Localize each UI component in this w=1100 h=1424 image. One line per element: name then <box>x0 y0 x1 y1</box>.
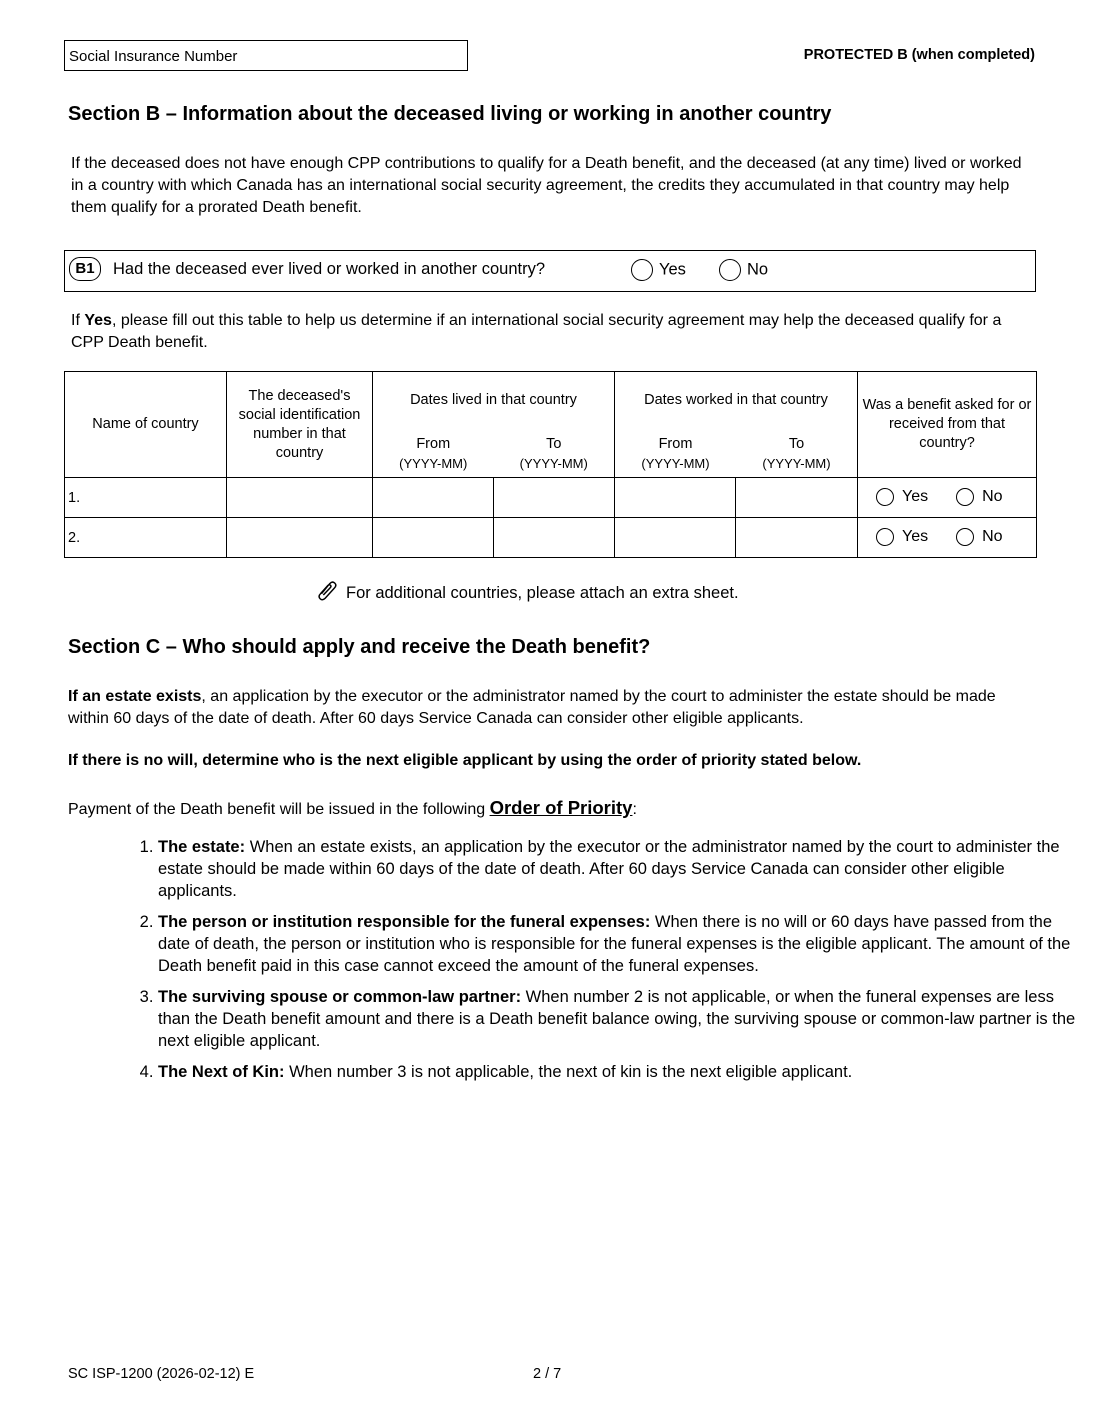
lived-to-cell[interactable] <box>494 518 615 558</box>
b1-no-label: No <box>747 260 769 279</box>
priority-item-text: When an estate exists, an application by the executor or the administrator named by the court to administer the estate should be made within 60 days of the date of death. After 60 days Service Canada can consider other eligible applicants. <box>158 838 1060 900</box>
row-number: 1. <box>65 478 227 518</box>
benefit-cell <box>858 478 1037 518</box>
protected-label: PROTECTED B (when completed) <box>803 47 1035 63</box>
if-yes-rest: , please fill out this table to help us determine if an international social security agreement may help the deceased qualify for a CPP Death benefit. <box>71 312 1002 351</box>
payment-intro <box>68 797 637 821</box>
col-benefit-header: Was a benefit asked for or received from that country? <box>858 372 1037 478</box>
if-yes-bold: Yes <box>84 312 112 329</box>
page-number: 2 / 7 <box>533 1366 562 1382</box>
priority-item-title: The Next of Kin: <box>158 1063 285 1081</box>
lived-from-cell[interactable] <box>373 518 494 558</box>
col-country-header: Name of country <box>65 372 227 478</box>
b1-yes-option[interactable] <box>631 259 686 281</box>
paperclip-icon <box>316 579 338 601</box>
worked-from-cell[interactable] <box>615 518 736 558</box>
benefit-cell <box>858 518 1037 558</box>
payment-prefix: Payment of the Death benefit will be issued in the following <box>68 801 490 818</box>
worked-title: Dates worked in that country <box>644 392 828 408</box>
no-will-note: If there is no will, determine who is the next eligible applicant by using the order of priority stated below. <box>68 752 862 769</box>
priority-list <box>100 836 1088 1092</box>
b1-tag: B1 <box>69 257 101 281</box>
country-table <box>64 371 1037 558</box>
priority-item <box>158 1061 1088 1083</box>
priority-item-text: When number 2 is not applicable, or when the funeral expenses are less than the Death benefit amount and there is a Death benefit balance owing, the surviving spouse or common-law partner is the next eligible applicant. <box>158 988 1076 1050</box>
table-row <box>65 518 1037 558</box>
sin-field[interactable]: Social Insurance Number <box>64 40 468 71</box>
row-number: 2. <box>65 518 227 558</box>
benefit-no-label: No <box>982 528 1003 546</box>
estate-rest: , an application by the executor or the administrator named by the court to administer the estate should be made within 60 days of the date of death. After 60 days Service Canada can consider other eligible applicants. <box>68 688 996 727</box>
col-sin-header: The deceased's social identification number in that country <box>227 372 373 478</box>
b1-yes-radio[interactable] <box>631 259 653 281</box>
worked-from-cell[interactable] <box>615 478 736 518</box>
benefit-yes-radio[interactable] <box>876 528 894 546</box>
table-row <box>65 478 1037 518</box>
worked-from-label: From (YYYY-MM) <box>641 436 710 471</box>
benefit-yes-label: Yes <box>902 528 929 546</box>
priority-item-text: When there is no will or 60 days have passed from the date of death, the person or institution who is responsible for the funeral expenses is the eligible applicant. The amount of the Death benefit paid in this case cannot exceed the amount of the funeral expenses. <box>158 913 1071 975</box>
estate-paragraph <box>68 686 1038 730</box>
section-b-intro: If the deceased does not have enough CPP contributions to qualify for a Death benefit, and the deceased (at any time) lived or worked in a country with which Canada has an international social security agreement, the credits they accumulated in that country may help them qualify for a prorated Death benefit. <box>71 155 1022 216</box>
priority-item-title: The estate: <box>158 838 246 856</box>
form-id: SC ISP-1200 (2026-02-12) E <box>68 1366 255 1382</box>
priority-item <box>158 836 1088 902</box>
section-b-title: Section B – Information about the deceased living or working in another country <box>68 103 832 125</box>
section-c-title: Section C – Who should apply and receive the Death benefit? <box>68 636 651 658</box>
b1-no-radio[interactable] <box>719 259 741 281</box>
table-header-row <box>65 372 1037 478</box>
estate-bold: If an estate exists <box>68 688 202 705</box>
attach-note-text: For additional countries, please attach an extra sheet. <box>346 584 739 602</box>
worked-to-cell[interactable] <box>736 518 858 558</box>
col-lived-header <box>373 372 615 478</box>
lived-to-label: To (YYYY-MM) <box>519 436 588 471</box>
sin-cell[interactable] <box>227 478 373 518</box>
b1-question-box <box>64 250 1036 292</box>
if-yes-instructions <box>71 310 1031 354</box>
benefit-yes-radio[interactable] <box>876 488 894 506</box>
lived-from-cell[interactable] <box>373 478 494 518</box>
lived-title: Dates lived in that country <box>410 392 577 408</box>
b1-question: Had the deceased ever lived or worked in another country? <box>113 260 546 278</box>
priority-item <box>158 911 1088 977</box>
benefit-no-label: No <box>982 488 1003 506</box>
sin-cell[interactable] <box>227 518 373 558</box>
priority-item-title: The person or institution responsible for the funeral expenses: <box>158 913 651 931</box>
payment-suffix: : <box>632 801 637 818</box>
worked-to-cell[interactable] <box>736 478 858 518</box>
benefit-no-radio[interactable] <box>956 528 974 546</box>
priority-item-text: When number 3 is not applicable, the next of kin is the next eligible applicant. <box>284 1063 853 1081</box>
order-of-priority-heading: Order of Priority <box>489 797 633 818</box>
col-worked-header <box>615 372 858 478</box>
priority-item-title: The surviving spouse or common-law partner: <box>158 988 522 1006</box>
worked-to-label: To (YYYY-MM) <box>762 436 831 471</box>
b1-no-option[interactable] <box>719 259 768 281</box>
benefit-yes-label: Yes <box>902 488 929 506</box>
attach-note <box>316 579 739 603</box>
priority-item <box>158 986 1088 1052</box>
benefit-no-radio[interactable] <box>956 488 974 506</box>
b1-yes-label: Yes <box>659 260 686 279</box>
lived-to-cell[interactable] <box>494 478 615 518</box>
if-yes-prefix: If <box>71 312 85 329</box>
lived-from-label: From (YYYY-MM) <box>399 436 468 471</box>
